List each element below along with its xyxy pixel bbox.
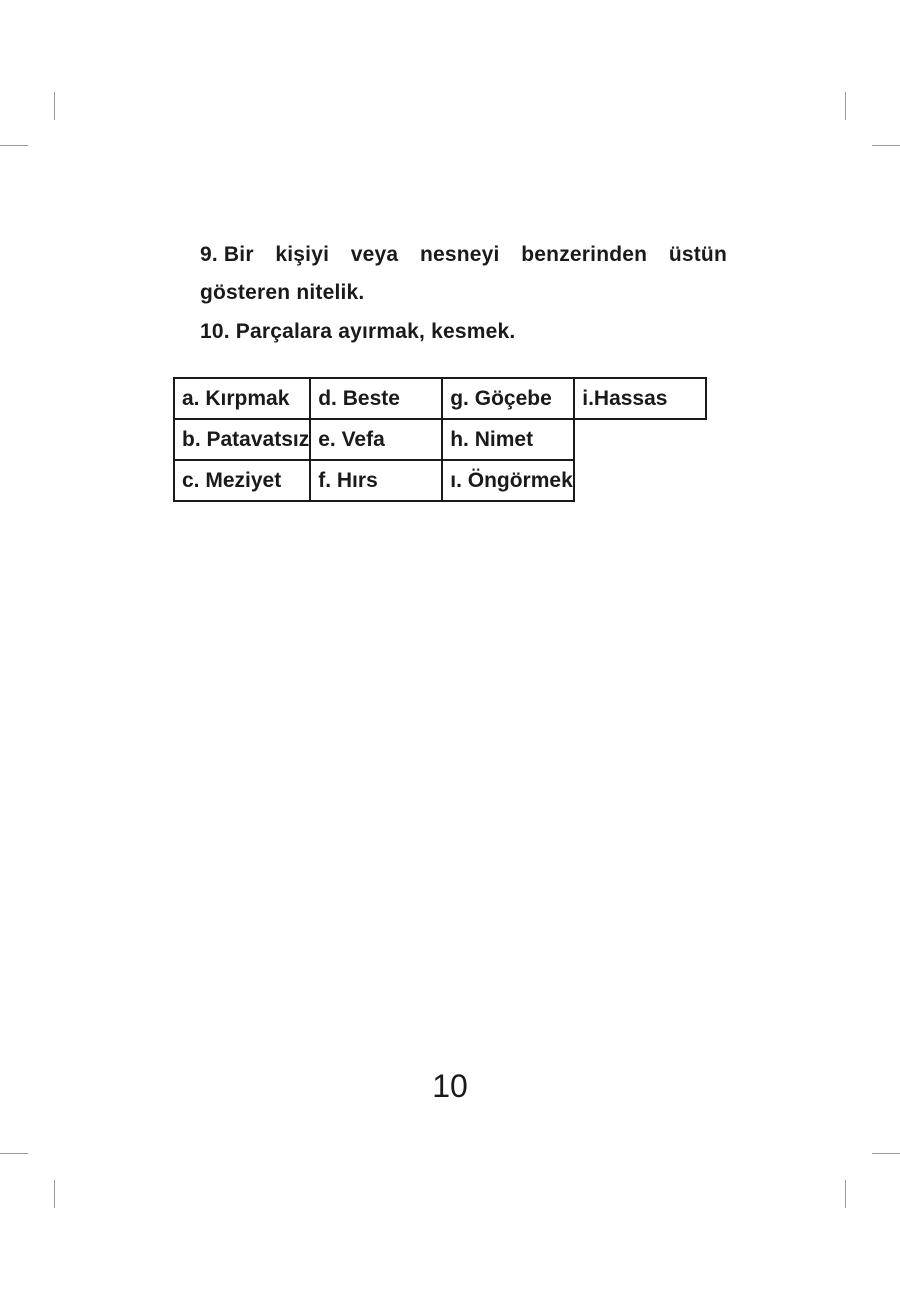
crop-mark-bottom-right-horizontal bbox=[872, 1153, 900, 1154]
crop-mark-top-left-horizontal bbox=[0, 145, 28, 146]
question-9-number: 9. bbox=[200, 243, 218, 266]
question-10 bbox=[200, 313, 727, 351]
table-row bbox=[174, 378, 706, 419]
option-g: g. Göçebe bbox=[442, 378, 574, 419]
option-b: b. Patavatsız bbox=[174, 419, 310, 460]
crop-mark-top-right-vertical bbox=[845, 92, 846, 120]
answer-options-table bbox=[173, 377, 707, 502]
empty-cell bbox=[574, 460, 706, 501]
option-a: a. Kırpmak bbox=[174, 378, 310, 419]
question-9-text: Bir kişiyi veya nesneyi benzerinden üstün gösteren nitelik. bbox=[200, 243, 727, 304]
question-10-number: 10. bbox=[200, 320, 230, 343]
crop-mark-bottom-right-vertical bbox=[845, 1180, 846, 1208]
option-d: d. Beste bbox=[310, 378, 442, 419]
page-number: 10 bbox=[432, 1068, 468, 1104]
table-row bbox=[174, 460, 706, 501]
option-dotless-i: ı. Öngörmek bbox=[442, 460, 574, 501]
empty-cell bbox=[574, 419, 706, 460]
option-e: e. Vefa bbox=[310, 419, 442, 460]
crop-mark-top-right-horizontal bbox=[872, 145, 900, 146]
crop-mark-top-left-vertical bbox=[54, 92, 55, 120]
option-h: h. Nimet bbox=[442, 419, 574, 460]
crop-mark-bottom-left-horizontal bbox=[0, 1153, 28, 1154]
option-i: i.Hassas bbox=[574, 378, 706, 419]
option-f: f. Hırs bbox=[310, 460, 442, 501]
table-row bbox=[174, 419, 706, 460]
question-10-text: Parçalara ayırmak, kesmek. bbox=[235, 320, 516, 343]
question-9 bbox=[200, 236, 727, 312]
crop-mark-bottom-left-vertical bbox=[54, 1180, 55, 1208]
option-c: c. Meziyet bbox=[174, 460, 310, 501]
